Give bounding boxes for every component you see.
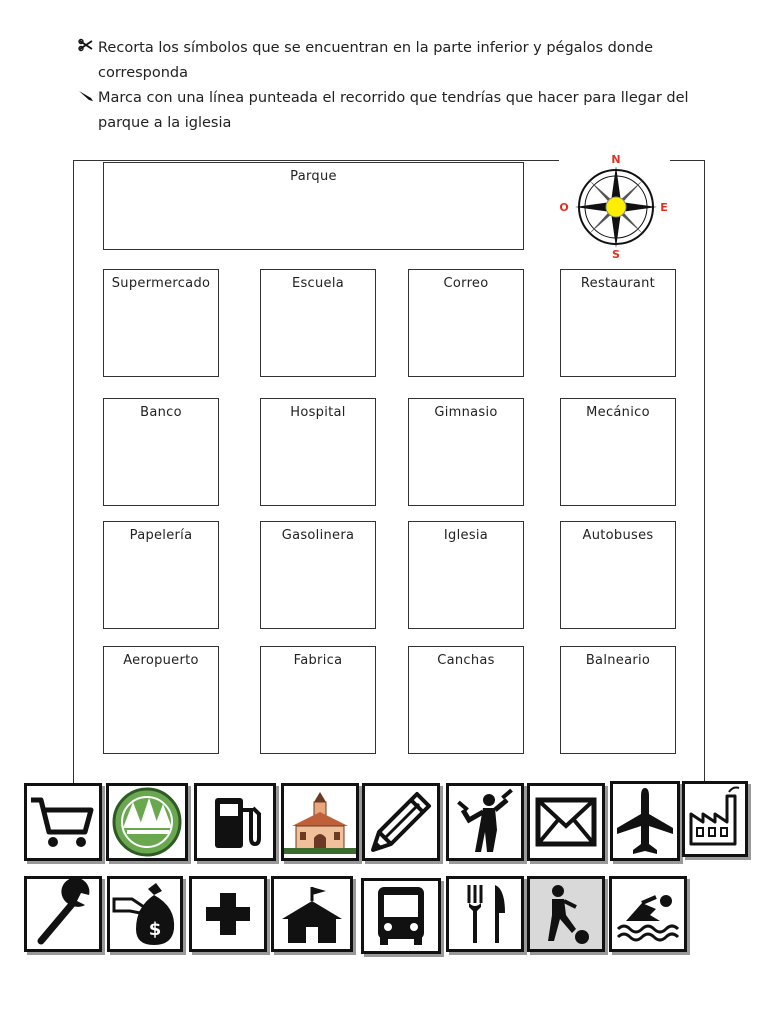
instruction-text: Marca con una línea punteada el recorrido que tendrías que hacer para llegar del parque a la iglesia bbox=[98, 90, 689, 131]
place-label: Hospital bbox=[290, 405, 346, 420]
place-box-autobuses[interactable] bbox=[560, 521, 676, 629]
wrench-icon[interactable] bbox=[24, 876, 102, 952]
place-label: Gimnasio bbox=[434, 405, 498, 420]
place-label: Autobuses bbox=[582, 528, 654, 543]
map-frame-top bbox=[73, 160, 559, 161]
place-box-correo[interactable] bbox=[408, 269, 524, 377]
medical-cross-icon[interactable] bbox=[189, 876, 267, 952]
school-house-icon[interactable] bbox=[271, 876, 353, 952]
place-label: Balneario bbox=[585, 653, 651, 668]
pencil-icon[interactable] bbox=[362, 783, 440, 861]
place-box-balneario[interactable] bbox=[560, 646, 676, 754]
place-box-supermercado[interactable] bbox=[103, 269, 219, 377]
place-label: Banco bbox=[140, 405, 182, 420]
instruction-cut bbox=[78, 36, 738, 86]
park-label: Parque bbox=[290, 169, 337, 184]
compass-o: O bbox=[559, 201, 569, 214]
place-label: Canchas bbox=[437, 653, 495, 668]
place-box-gasolinera[interactable] bbox=[260, 521, 376, 629]
place-box-escuela[interactable] bbox=[260, 269, 376, 377]
place-label: Gasolinera bbox=[281, 528, 355, 543]
place-box-papeleria[interactable] bbox=[103, 521, 219, 629]
envelope-icon[interactable] bbox=[527, 783, 605, 861]
bus-icon[interactable] bbox=[361, 878, 441, 954]
soccer-player-icon[interactable] bbox=[527, 876, 605, 952]
place-box-canchas[interactable] bbox=[408, 646, 524, 754]
gym-weights-icon[interactable] bbox=[446, 783, 524, 861]
money-bag-icon[interactable] bbox=[107, 876, 183, 952]
compass-e: E bbox=[660, 201, 668, 214]
place-label: Fabrica bbox=[293, 653, 343, 668]
place-box-fabrica[interactable] bbox=[260, 646, 376, 754]
instruction-text: Recorta los símbolos que se encuentran en la parte inferior y pégalos donde corresponda bbox=[98, 40, 654, 81]
scissors-icon bbox=[78, 38, 94, 54]
place-label: Papelería bbox=[129, 528, 193, 543]
svg-text:$: $ bbox=[148, 919, 162, 940]
park-trees-icon[interactable] bbox=[106, 783, 188, 861]
place-box-restaurant[interactable] bbox=[560, 269, 676, 377]
place-box-gimnasio[interactable] bbox=[408, 398, 524, 506]
place-label: Mecánico bbox=[586, 405, 650, 420]
place-label: Supermercado bbox=[111, 276, 211, 291]
compass-rose bbox=[556, 152, 676, 262]
pencil-icon bbox=[78, 88, 94, 104]
compass-s: S bbox=[612, 248, 620, 261]
place-label: Escuela bbox=[291, 276, 345, 291]
park-box[interactable] bbox=[103, 162, 524, 250]
place-label: Correo bbox=[443, 276, 489, 291]
gas-pump-icon[interactable] bbox=[194, 783, 276, 861]
place-box-banco[interactable] bbox=[103, 398, 219, 506]
airplane-icon[interactable] bbox=[610, 781, 680, 861]
compass-n: N bbox=[611, 153, 621, 166]
factory-icon[interactable] bbox=[682, 781, 748, 857]
place-label: Iglesia bbox=[443, 528, 489, 543]
swimmer-icon[interactable] bbox=[609, 876, 687, 952]
place-box-iglesia[interactable] bbox=[408, 521, 524, 629]
place-label: Aeropuerto bbox=[123, 653, 199, 668]
place-label: Restaurant bbox=[580, 276, 656, 291]
church-icon[interactable] bbox=[281, 783, 359, 861]
fork-knife-icon[interactable] bbox=[446, 876, 524, 952]
place-box-mecanico[interactable] bbox=[560, 398, 676, 506]
place-box-aeropuerto[interactable] bbox=[103, 646, 219, 754]
shopping-cart-icon[interactable] bbox=[24, 783, 102, 861]
place-box-hospital[interactable] bbox=[260, 398, 376, 506]
instruction-mark bbox=[78, 86, 738, 136]
